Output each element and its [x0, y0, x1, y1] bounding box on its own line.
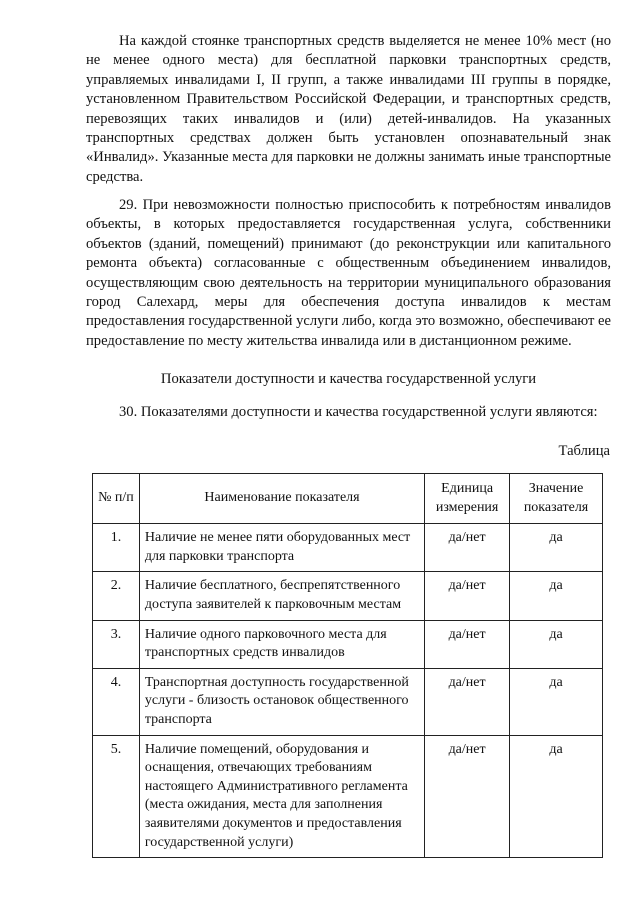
row-unit: да/нет	[425, 524, 510, 572]
row-value: да	[510, 735, 603, 858]
row-num: 3.	[93, 620, 140, 668]
table-row	[93, 572, 603, 620]
row-value: да	[510, 620, 603, 668]
header-name: Наименование показателя	[139, 474, 424, 524]
table-header-row	[93, 474, 603, 524]
row-unit: да/нет	[425, 572, 510, 620]
header-unit: Единица измерения	[425, 474, 510, 524]
row-name: Наличие не менее пяти оборудованных мест для парковки транспорта	[139, 524, 424, 572]
header-num: № п/п	[93, 474, 140, 524]
table-row	[93, 735, 603, 858]
table-caption: Таблица	[558, 443, 610, 459]
row-name: Наличие бесплатного, беспрепятственного доступа заявителей к парковочным местам	[139, 572, 424, 620]
row-num: 5.	[93, 735, 140, 858]
paragraph-parking-spaces: На каждой стоянке транспортных средств выделяется не менее 10% мест (но не менее одного места) для бесплатной парковки транспортных средств, управляемых инвалидами I, II групп, а также инвалидами III группы в порядке, установленном Правительством Российской Федерации, и транспортных средств, перевозящих таких инвалидов и (или) детей-инвалидов. На указанных транспортных средствах должен быть установлен опознавательный знак «Инвалид». Указанные места для парковки не должны занимать иные транспортные средства.	[86, 33, 611, 185]
row-value: да	[510, 668, 603, 735]
row-value: да	[510, 524, 603, 572]
row-unit: да/нет	[425, 735, 510, 858]
table-row	[93, 620, 603, 668]
row-value: да	[510, 572, 603, 620]
paragraph-29-accessibility-measures: 29. При невозможности полностью приспособить к потребностям инвалидов объекты, в которых предоставляется государственная услуга, собственники объектов (зданий, помещений) принимают (до реконструкции или капитального ремонта объекта) согласованные с общественным объединением инвалидов, осуществляющим свою деятельность на территории муниципального образования город Салехард, меры для обеспечения доступа инвалидов к местам предоставления государственной услуги либо, когда это возможно, обеспечивают ее предоставление по месту жительства инвалида или в дистанционном режиме.	[86, 197, 611, 349]
indicators-table	[92, 473, 603, 858]
row-unit: да/нет	[425, 668, 510, 735]
row-num: 1.	[93, 524, 140, 572]
table-row	[93, 668, 603, 735]
header-value: Значение показателя	[510, 474, 603, 524]
row-name: Наличие одного парковочного места для транспортных средств инвалидов	[139, 620, 424, 668]
section-heading: Показатели доступности и качества государственной услуги	[160, 371, 537, 387]
paragraph-30-indicators-intro: 30. Показателями доступности и качества государственной услуги являются:	[119, 404, 598, 420]
row-name: Наличие помещений, оборудования и оснащения, отвечающих требованиям настоящего Административного регламента (места ожидания, места для заполнения заявителями документов и предоставления государственной услуги)	[139, 735, 424, 858]
row-name: Транспортная доступность государственной услуги - близость остановок общественного транспорта	[139, 668, 424, 735]
row-num: 2.	[93, 572, 140, 620]
table-row	[93, 524, 603, 572]
row-num: 4.	[93, 668, 140, 735]
row-unit: да/нет	[425, 620, 510, 668]
